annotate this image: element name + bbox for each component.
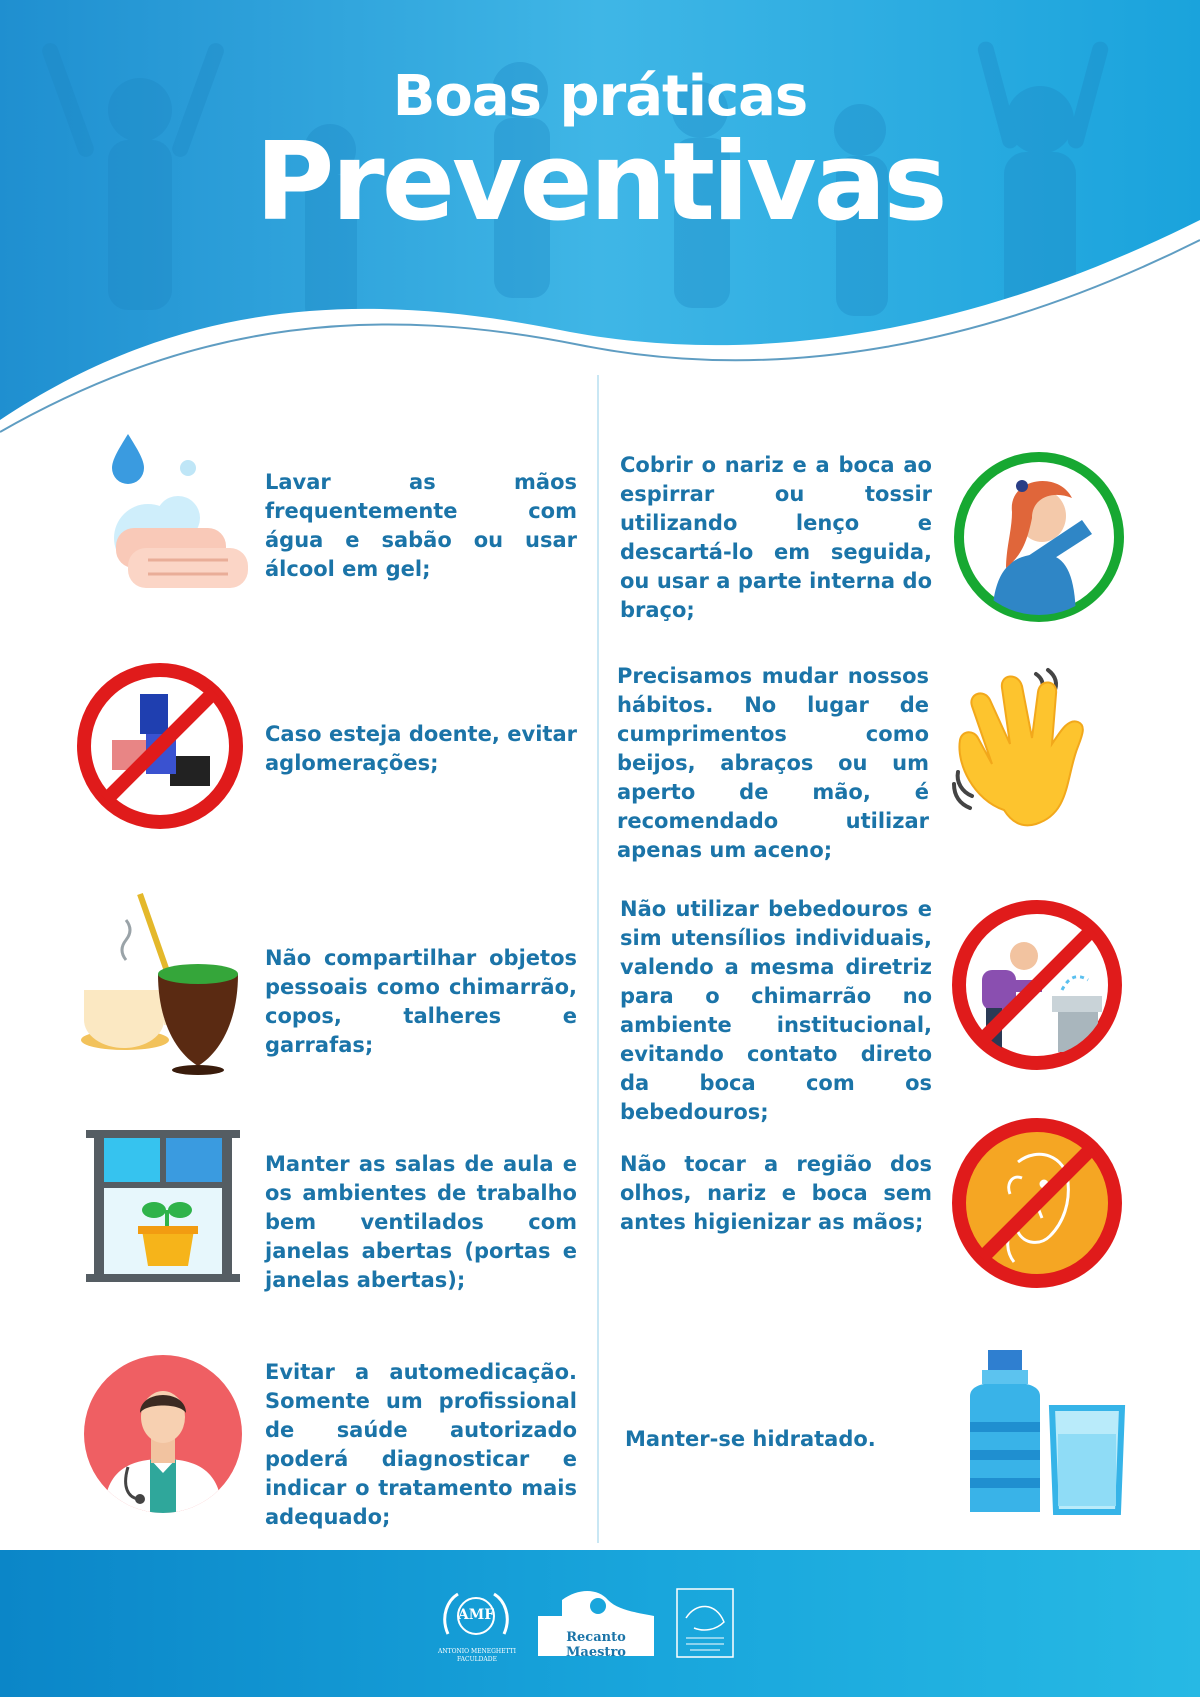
tip-text: Precisamos mudar nossos hábitos. No lugar de cumprimentos como beijos, abraços ou um aperto de mão, é recomendado utilizar apenas um aceno; <box>617 664 929 862</box>
hand-washing-icon <box>88 428 248 598</box>
no-crowd-icon <box>76 662 244 830</box>
header-banner <box>0 0 1200 470</box>
tip-text: Manter-se hidratado. <box>625 1427 876 1451</box>
footer-bar <box>0 1550 1200 1697</box>
waving-hand-icon <box>950 660 1120 830</box>
cough-into-elbow-icon <box>952 450 1126 624</box>
title-line2: Preventivas <box>255 120 945 245</box>
amf-logo-mark: AMF <box>457 1607 495 1623</box>
recanto-maestro-text: Recanto Maestro <box>566 1630 626 1660</box>
window-icon <box>86 1130 240 1282</box>
no-face-touch-icon <box>952 1118 1122 1288</box>
tip-text: Não tocar a região dos olhos, nariz e boca sem antes higienizar as mãos; <box>620 1152 932 1234</box>
title-line1: Boas práticas <box>392 64 808 129</box>
foundation-seal-icon <box>676 1588 734 1658</box>
tip-text: Lavar as mãos frequentemente com água e sabão ou usar álcool em gel; <box>265 470 577 581</box>
column-divider <box>597 375 599 1543</box>
tip-text: Não compartilhar objetos pessoais como chimarrão, copos, talheres e garrafas; <box>265 946 577 1057</box>
tip-text: Cobrir o nariz e a boca ao espirrar ou tossir utilizando lenço e descartá-lo em seguida, ou usar a parte interna do braço; <box>620 453 932 622</box>
doctor-icon <box>84 1355 242 1513</box>
tip-text: Manter as salas de aula e os ambientes de trabalho bem ventilados com janelas abertas (portas e janelas abertas); <box>265 1152 577 1292</box>
tip-text: Não utilizar bebedouros e sim utensílios individuais, valendo a mesma diretriz para o chimarrão no ambiente institucional, evitando contato direto da boca com os bebedouros; <box>620 897 932 1124</box>
water-bottle-glass-icon <box>960 1350 1130 1516</box>
amf-logo-caption: ANTONIO MENEGHETTI FACULDADE <box>438 1648 516 1663</box>
no-drinking-fountain-icon <box>952 900 1122 1070</box>
chimarrao-icon <box>80 890 250 1075</box>
tip-text: Evitar a automedicação. Somente um profissional de saúde autorizado poderá diagnosticar e indicar o tratamento mais adequado; <box>265 1360 577 1529</box>
tip-text: Caso esteja doente, evitar aglomerações; <box>265 722 577 775</box>
